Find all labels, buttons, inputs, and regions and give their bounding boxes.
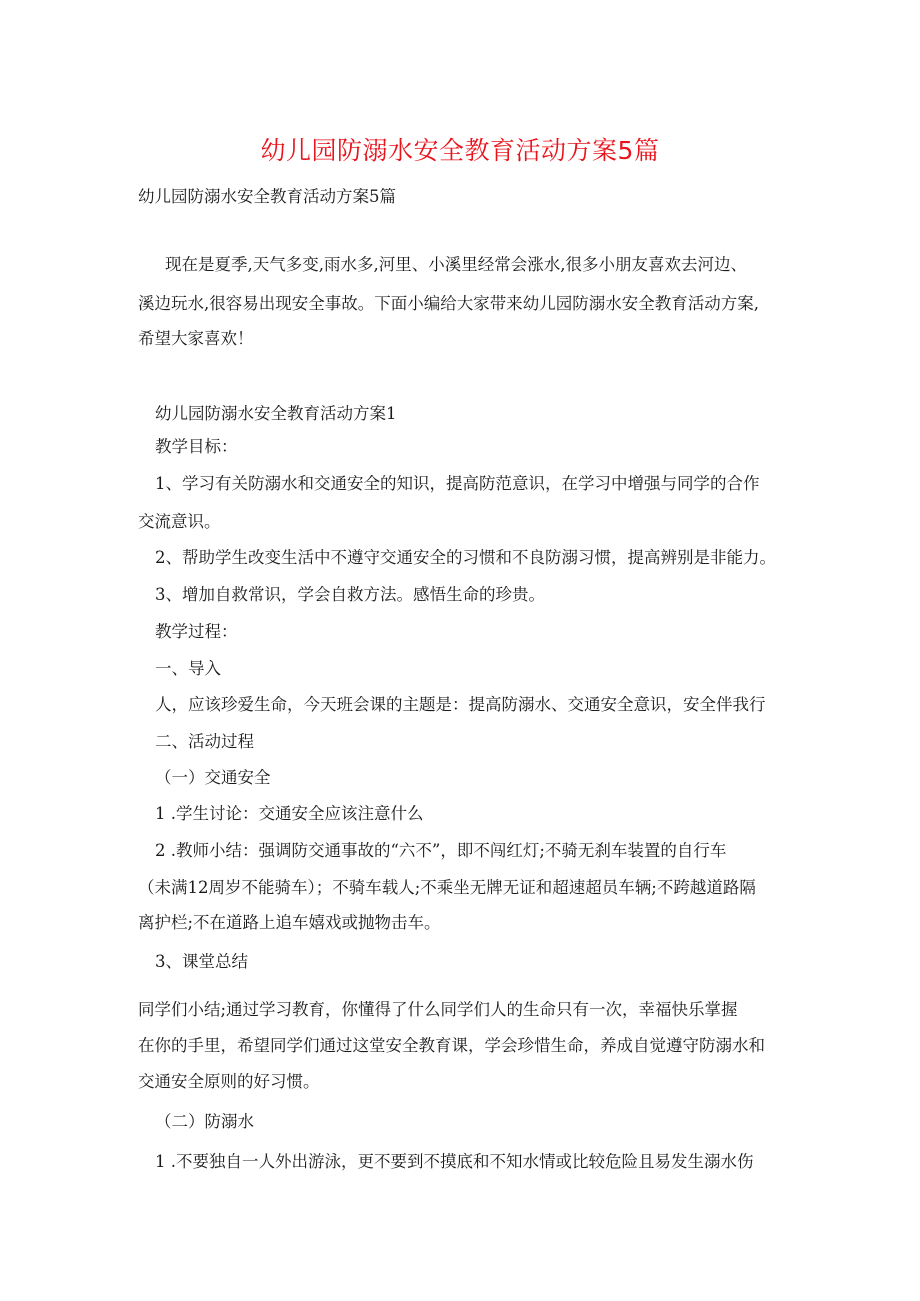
step-text: 人，应该珍爱生命，今天班会课的主题是：提高防溺水、交通安全意识，安全伴我行 [155, 695, 766, 714]
traffic-item: 3、课堂总结 [155, 952, 248, 971]
section-heading-plan-1: 幼儿园防溺水安全教育活动方案1 [155, 404, 397, 423]
summary-line: 同学们小结;通过学习教育，你懂得了什么同学们人的生命只有一次，幸福快乐掌握 [138, 1000, 738, 1019]
document-title: 幼儿园防溺水安全教育活动方案5篇 [260, 136, 660, 165]
goal-item: 3、增加自救常识，学会自救方法。感悟生命的珍贵。 [155, 585, 545, 604]
process-heading: 教学过程： [155, 622, 238, 641]
traffic-item-continuation: （未满12周岁不能骑车）；不骑车载人;不乘坐无牌无证和超速超员车辆;不跨越道路隔 [138, 878, 756, 897]
goals-heading: 教学目标： [155, 437, 238, 456]
traffic-item: 1 .学生讨论：交通安全应该注意什么 [155, 804, 424, 823]
intro-line: 希望大家喜欢！ [138, 329, 254, 348]
step-heading-activity: 二、活动过程 [155, 732, 254, 751]
subsection-heading-traffic: （一）交通安全 [155, 768, 271, 787]
document-subtitle: 幼儿园防溺水安全教育活动方案5篇 [138, 187, 396, 206]
intro-line: 溪边玩水,很容易出现安全事故。下面小编给大家带来幼儿园防溺水安全教育活动方案, [138, 294, 759, 313]
goal-item: 2、帮助学生改变生活中不遵守交通安全的习惯和不良防溺习惯，提高辨别是非能力。 [155, 548, 776, 567]
step-heading-intro: 一、导入 [155, 659, 221, 678]
summary-line: 在你的手里，希望同学们通过这堂安全教育课，学会珍惜生命，养成自觉遵守防溺水和 [138, 1036, 765, 1055]
summary-line: 交通安全原则的好习惯。 [138, 1072, 320, 1091]
intro-line: 现在是夏季,天气多变,雨水多,河里、小溪里经常会涨水,很多小朋友喜欢去河边、 [165, 255, 747, 274]
drowning-item: 1 .不要独自一人外出游泳，更不要到不摸底和不知水情或比较危险且易发生溺水伤 [155, 1152, 754, 1171]
goal-item-continuation: 交流意识。 [138, 512, 221, 531]
traffic-item: 2 .教师小结：强调防交通事故的“六不”，即不闯红灯;不骑无刹车装置的自行车 [155, 841, 727, 860]
goal-item: 1、学习有关防溺水和交通安全的知识，提高防范意识，在学习中增强与同学的合作 [155, 474, 760, 493]
subsection-heading-drowning: （二）防溺水 [155, 1112, 254, 1131]
traffic-item-continuation: 离护栏;不在道路上追车嬉戏或抛物击车。 [138, 913, 441, 932]
